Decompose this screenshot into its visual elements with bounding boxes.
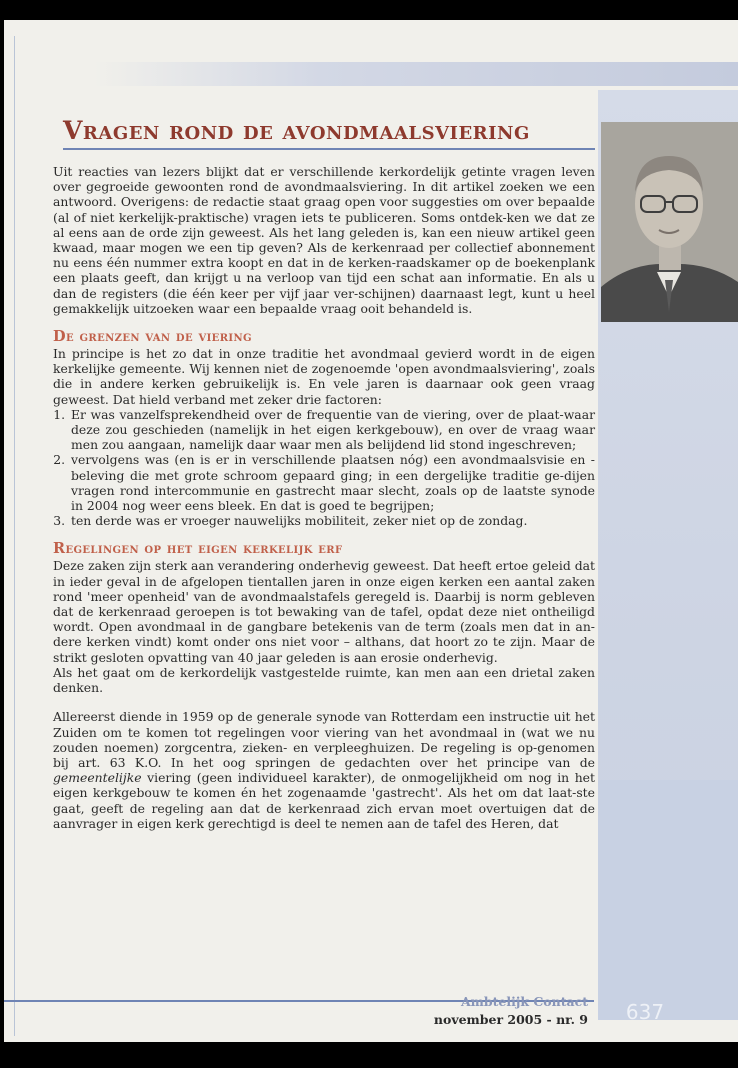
article-body [53,164,595,831]
issue-label: november 2005 - nr. 9 [433,1012,588,1027]
magazine-name: Ambtelijk Contact [460,994,588,1009]
section1-paragraph: In principe is het zo dat in onze traditie het avondmaal gevierd wordt in de eigen kerkelijke gemeente. Wij kennen niet de zogenoemde 'open avondmaalsviering', zoals die in andere kerken gebruikelijk is. En vele jaren is daarnaar ook geen vraag geweest. Dat hield verband met zeker drie factoren: [53,346,595,407]
author-photo [601,122,738,322]
paragraph-gap [53,695,595,709]
section-heading-grenzen: De grenzen van de viering [53,328,252,346]
list-item: 3. ten derde was er vroeger nauwelijks mobiliteit, zeker niet op de zondag. [69,513,595,528]
intro-paragraph: Uit reacties van lezers blijkt dat er verschillende kerkordelijk getinte vragen leven over gegroeide gewoonten rond de avondmaalsviering. In dit artikel zoeken we een antwoord. Overigens: de redactie staat graag open voor suggesties om over bepaalde (al of niet kerkelijk-praktische) vragen iets te publiceren. Soms ontdek-ken we dat ze al eens aan de orde zijn geweest. Als het lang geleden is, kan een nieuw artikel geen kwaad, maar mogen we een tip geven? Als de kerkenraad per collectief abonnement nu eens één nummer extra koopt en dat in de kerken-raadskamer op de boekenplank een plaats geeft, dan krijgt u na verloop van tijd een schat aan informatie. En als u dan de registers (die één keer per vijf jaar ver-schijnen) daarnaast legt, kunt u heel gemakkelijk uitzoeken waar een bepaalde vraag ooit behandeld is. [53,164,595,316]
header-band [94,62,738,86]
section2-paragraph-2: Als het gaat om de kerkordelijk vastgestelde ruimte, kan men aan een drietal zaken denken. [53,664,595,696]
footer [380,993,588,1029]
section2-paragraph-1: Deze zaken zijn sterk aan verandering onderhevig geweest. Dat heeft ertoe geleid dat in ieder geval in de afgelopen tientallen jaren in onze eigen kerken een aantal zaken rond 'meer openheid' van de avondmaalstafels geregeld is. Daarbij is norm gebleven dat de kerkenraad geroepen is tot bewaking van de tafel, opdat deze niet ontheiligd wordt. Open avondmaal in de gangbare betekenis van de term (zoals men dat in an-dere kerken vindt) komt onder ons niet voor – althans, dat hoort zo te zijn. Maar de strikt gesloten opvatting van 40 jaar geleden is aan erosie onderhevig. [53,558,595,665]
title-underline [63,148,595,150]
section-heading-regelingen: Regelingen op het eigen kerkelijk erf [53,540,343,558]
sidebar-band-lower [598,780,738,1020]
margin-line [14,36,15,1036]
section2-paragraph-3 [53,709,595,831]
page [4,20,738,1042]
factors-list [53,407,595,529]
list-item: 1. Er was vanzelfsprekendheid over de frequentie van de viering, over de plaat-waar deze zou geschieden (namelijk in het eigen kerkgebouw), en over de vraag waar men zou aangaan, namelijk daar waar men als belijdend lid stond ingeschreven; [69,407,595,453]
para3-start: Allereerst diende in 1959 op de generale synode van Rotterdam een instructie uit het Zuiden om te komen tot regelingen voor viering van het avondmaal in (wat we nu zouden noemen) zorgcentra, zieken- en verpleeghuizen. De regeling is op-genomen bij art. 63 K.O. In het oog springen de gedachten over het principe van de [53,709,595,770]
para3-emphasis: gemeentelijke [53,770,142,786]
article-title: Vragen rond de avondmaalsviering [63,116,530,145]
page-number: 637 [625,1000,665,1024]
list-item: 2. vervolgens was (en is er in verschillende plaatsen nóg) een avondmaalsvisie en -beleving die met grote schroom gepaard ging; in een dergelijke traditie ge-dijen vragen rond intercommunie en gastrecht maar slecht, zoals op de laatste synode in 2004 nog weer eens bleek. En dat is goed te begrijpen; [69,452,595,513]
para3-end: viering (geen individueel karakter), de onmogelijkheid om nog in het eigen kerkgebouw te komen én het zogenaamde 'gastrecht'. Als het om dat laat-ste gaat, geeft de regeling aan dat de kerkenraad zich ervan moet overtuigen dat de aanvrager in eigen kerk gerechtigd is deel te nemen aan de tafel des Heren, dat [53,770,595,831]
